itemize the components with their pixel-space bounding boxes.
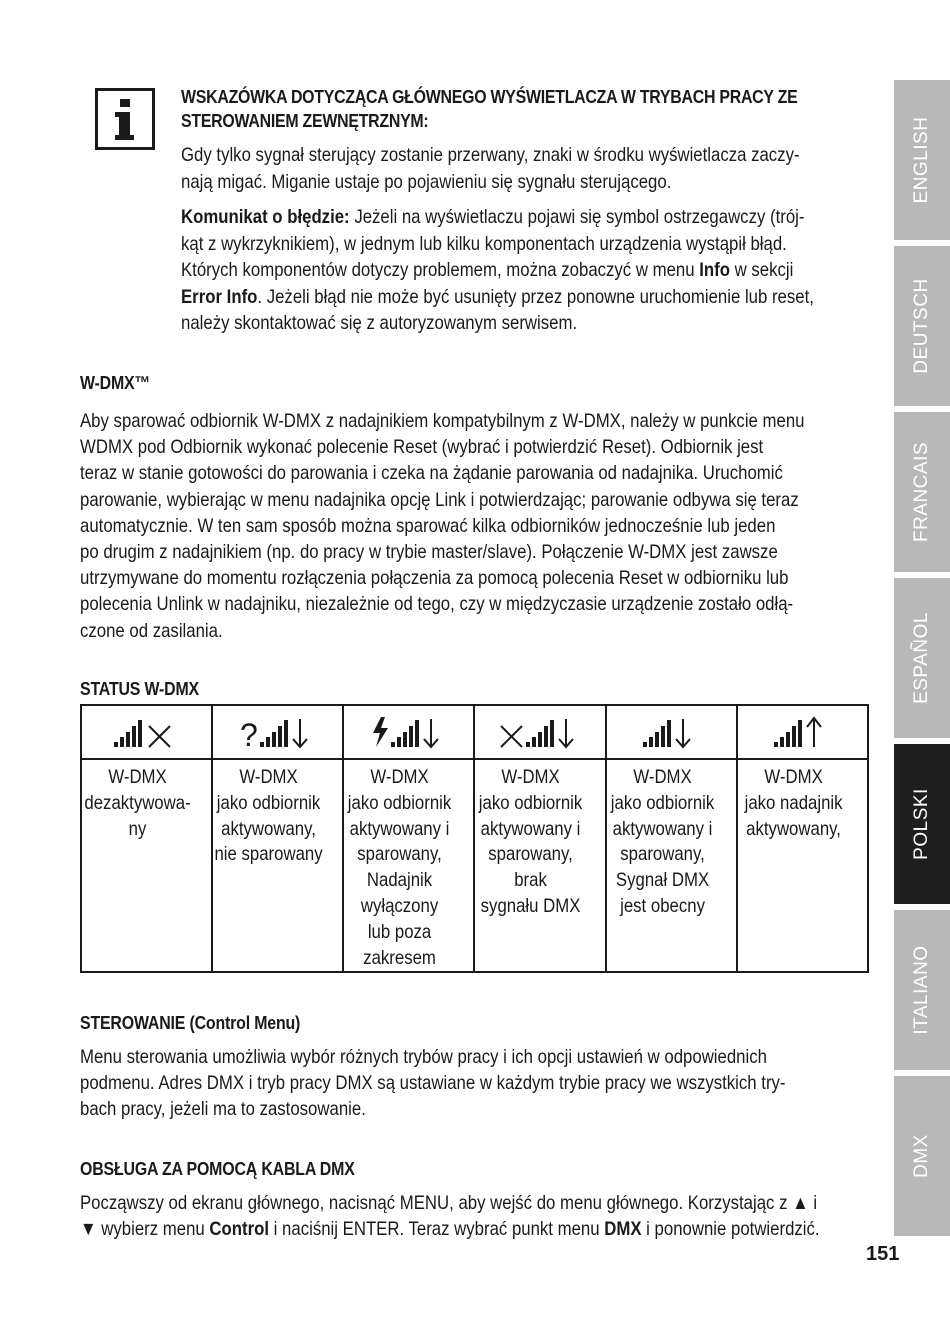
tab-francais[interactable]: FRANCAIS [894,412,950,572]
wdmx-body: Aby sparować odbiornik W-DMX z nadajnikiem kompatybilnym z W-DMX, należy w punkcie menu WDMX pod Odbiornik wykonać polecenie Reset (wybrać i potwierdzić Reset). Odbiornik jest teraz w stanie gotowości do parowania i czeka na żądanie parowania od nadajnika. Uruchomić parowanie, wybierając w menu nadajnika opcję Link i potwierdzając; parowanie odbywa się teraz automatycznie. W ten sam sposób można sparować kilka odbiorników jednocześnie lub jeden po drugim z nadajnikiem (np. do pracy w trybie master/slave). Połączenie W-DMX jest zawsze utrzymywane do momentu rozłączenia połączenia za pomocą polecenia Reset w odbiorniku lub polecenia Unlink w nadajniku, niezależnie od tego, czy w międzyczasie urządzenie zostało odłą- czone od zasilania. [80,410,805,642]
signal-up-icon [738,714,867,750]
status-cell: W-DMX jako nadajnik aktywowany, [744,766,843,840]
tab-polski[interactable]: POLSKI [894,744,950,904]
wdmx-heading: W-DMX™ [80,372,151,393]
status-cell: W-DMX jako odbiornik aktywowany, nie sparowany [214,766,323,866]
error-message-paragraph: Komunikat o błędzie: Jeżeli na wyświetlaczu pojawi się symbol ostrzegawczy (trój- kąt z wykrzyknikiem), w jednym lub kilku komponentach urządzenia wystąpił błąd. Których komponentów dotyczy problemem, można zobaczyć w menu Info w sekcji Error Info. Jeżeli błąd nie może być usunięty przez ponowne uruchomienie lub reset, należy skontaktować się z autoryzowanym serwisem. [181,206,814,334]
control-section [80,1012,950,1123]
status-text-row [81,759,868,972]
control-body: Menu sterowania umożliwia wybór różnych trybów pracy i ich opcji ustawień w odpowiednich podmenu. Adres DMX i tryb pracy DMX są ustawiane w każdym trybie pracy we wszystkich try- bach pracy, jeżeli ma to zastosowanie. [80,1046,786,1121]
tab-italiano[interactable]: ITALIANO [894,910,950,1070]
note-block [181,85,950,337]
note-paragraph: Gdy tylko sygnał sterujący zostanie przerwany, znaki w środku wyświetlacza zaczy- nają migać. Miganie ustaje po pojawieniu się sygnału sterującego. [181,144,800,193]
wdmx-section [80,372,950,644]
tab-dmx[interactable]: DMX [894,1076,950,1236]
signal-x-icon [82,714,211,750]
up-arrow-icon: ▲ [792,1192,809,1214]
dmx-cable-heading: OBSŁUGA ZA POMOCĄ KABLA DMX [80,1158,355,1179]
control-heading: STEROWANIE (Control Menu) [80,1012,301,1033]
down-arrow-icon: ▼ [80,1218,97,1241]
dmx-cable-section [80,1158,950,1242]
x-signal-down-icon [475,714,604,750]
info-icon [95,88,155,150]
dmx-cable-body: Począwszy od ekranu głównego, nacisnąć MENU, aby wejść do menu głównego. Korzystając z ▲ i ▼ wybierz menu Control i naciśnij ENTER. Teraz wybrać punkt menu DMX i ponownie potwierdzić. [80,1192,820,1241]
status-cell: W-DMX jako odbiornik aktywowany i sparowany, brak sygnału DMX [479,766,583,917]
status-cell: W-DMX jako odbiornik aktywowany i sparowany, Nadajnik wyłączony lub poza zakresem [348,766,452,969]
status-heading: STATUS W-DMX [80,678,199,699]
tab-english[interactable]: ENGLISH [894,80,950,240]
question-signal-down-icon [213,714,342,750]
note-title: WSKAZÓWKA DOTYCZĄCA GŁÓWNEGO WYŚWIETLACZA W TRYBACH PRACY ZE STEROWANIEM ZEWNĘTRZNYM: [181,86,798,131]
status-table [80,704,869,973]
tab-espanol[interactable]: ESPAÑOL [894,578,950,738]
flash-signal-down-icon [344,714,473,750]
tab-deutsch[interactable]: DEUTSCH [894,246,950,406]
status-section [80,678,950,700]
status-icon-row [81,705,868,759]
status-cell: W-DMX jako odbiornik aktywowany i sparowany, Sygnał DMX jest obecny [610,766,714,917]
page-number: 151 [866,1243,900,1265]
status-cell: W-DMX dezaktywowa- ny [84,766,191,840]
signal-down-icon [607,714,736,750]
svg-text:?: ? [239,717,258,750]
